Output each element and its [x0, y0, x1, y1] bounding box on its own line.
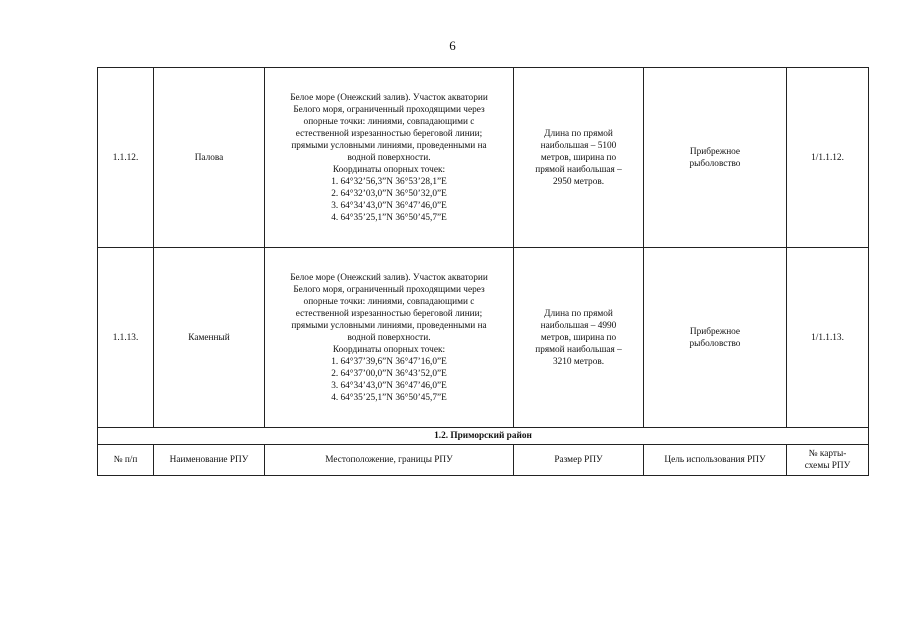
row-number: 1.1.12. — [98, 68, 154, 248]
location-line: Координаты опорных точек: — [332, 164, 446, 175]
coordinate-line: 1. 64°32’56,3”N 36°53’28,1”E — [331, 176, 447, 187]
header-map — [787, 445, 869, 476]
size-line: наибольшая – 5100 — [540, 140, 617, 151]
size-line: метров, ширина по — [540, 152, 617, 163]
rpu-name: Каменный — [154, 248, 265, 428]
size-line: метров, ширина по — [540, 332, 617, 343]
coordinate-line: 1. 64°37’39,6”N 36°47’16,0”E — [331, 356, 447, 367]
header-map-line: схемы РПУ — [804, 461, 851, 471]
rpu-purpose — [644, 248, 787, 428]
header-map-line: № карты- — [808, 449, 847, 459]
rpu-table — [97, 67, 869, 476]
table-row — [98, 68, 869, 248]
size-line: 3210 метров. — [552, 356, 605, 367]
location-line: прямыми условными линиями, проведенными на — [291, 320, 487, 331]
rpu-purpose — [644, 68, 787, 248]
location-line: Белого моря, ограниченный проходящими через — [293, 284, 485, 295]
header-name: Наименование РПУ — [154, 445, 265, 476]
size-line: Длина по прямой — [544, 308, 613, 319]
size-line: Длина по прямой — [544, 128, 613, 139]
location-line: естественной изрезанностью береговой линии; — [295, 128, 483, 139]
coordinate-line: 3. 64°34’43,0”N 36°47’46,0”E — [331, 200, 447, 211]
rpu-name: Палова — [154, 68, 265, 248]
rpu-location — [265, 248, 514, 428]
coordinate-line: 2. 64°37’00,0”N 36°43’52,0”E — [331, 368, 447, 379]
map-number: 1/1.1.12. — [787, 68, 869, 248]
location-line: Белое море (Онежский залив). Участок акватории — [290, 92, 488, 103]
section-row — [98, 428, 869, 445]
location-line: водной поверхности. — [347, 332, 431, 343]
section-title: 1.2. Приморский район — [98, 428, 869, 445]
location-line: естественной изрезанностью береговой линии; — [295, 308, 483, 319]
rpu-size — [514, 248, 644, 428]
coordinate-line: 4. 64°35’25,1”N 36°50’45,7”E — [331, 392, 447, 403]
location-line: водной поверхности. — [347, 152, 431, 163]
coordinate-line: 4. 64°35’25,1”N 36°50’45,7”E — [331, 212, 447, 223]
table-header-row — [98, 445, 869, 476]
size-line: прямой наибольшая – — [535, 344, 622, 355]
location-line: прямыми условными линиями, проведенными на — [291, 140, 487, 151]
map-number: 1/1.1.13. — [787, 248, 869, 428]
table-row — [98, 248, 869, 428]
header-location: Местоположение, границы РПУ — [265, 445, 514, 476]
page-number: 6 — [449, 38, 456, 53]
purpose-line: рыболовство — [689, 338, 741, 349]
header-size: Размер РПУ — [514, 445, 644, 476]
size-line: 2950 метров. — [552, 176, 605, 187]
header-purpose: Цель использования РПУ — [644, 445, 787, 476]
purpose-line: Прибрежное — [689, 146, 741, 157]
header-number: № п/п — [98, 445, 154, 476]
row-number: 1.1.13. — [98, 248, 154, 428]
purpose-line: Прибрежное — [689, 326, 741, 337]
coordinate-line: 2. 64°32’03,0”N 36°50’32,0”E — [331, 188, 447, 199]
location-line: Белого моря, ограниченный проходящими через — [293, 104, 485, 115]
rpu-location — [265, 68, 514, 248]
location-line: опорные точки: линиями, совпадающими с — [303, 116, 475, 127]
coordinate-line: 3. 64°34’43,0”N 36°47’46,0”E — [331, 380, 447, 391]
location-line: Координаты опорных точек: — [332, 344, 446, 355]
size-line: прямой наибольшая – — [535, 164, 622, 175]
rpu-size — [514, 68, 644, 248]
location-line: опорные точки: линиями, совпадающими с — [303, 296, 475, 307]
purpose-line: рыболовство — [689, 158, 741, 169]
location-line: Белое море (Онежский залив). Участок акватории — [290, 272, 488, 283]
size-line: наибольшая – 4990 — [540, 320, 617, 331]
